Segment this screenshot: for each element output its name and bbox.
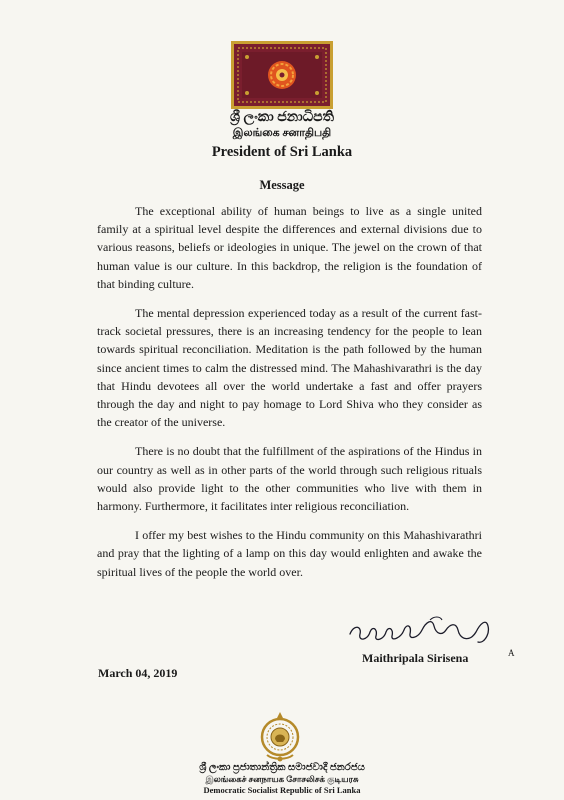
signatory-name: Maithripala Sirisena xyxy=(362,651,469,665)
message-paragraph: There is no doubt that the fulfillment of the aspirations of the Hindus in our country as well as in other parts of the world through such religious rituals would also provide light to the other communities who live with them in harmony. Furthermore, it facilitates inter religious reconciliation. xyxy=(97,444,482,514)
national-emblem-icon xyxy=(257,710,303,764)
message-paragraph: The exceptional ability of human beings to live as a single united family at a spiritual level despite the differences and external divisions due to various reasons, beliefs or ideologies in unique. The jewel on the crown of that human value is our culture. In this backdrop, the religion is the foundation of that binding culture. xyxy=(97,204,482,291)
footer-tamil: இலங்கைச் சனநாயக சோசலிசக் குடியரசு xyxy=(205,774,359,784)
header-tamil: இலங்கை சனாதிபதி xyxy=(232,127,332,139)
message-title: Message xyxy=(259,178,305,192)
annotation-mark: A xyxy=(508,648,515,658)
footer-sinhala: ශ්‍රී ලංකා ප්‍රජාතාන්ත්‍රික සමාජවාදී ජනරජය xyxy=(199,762,365,773)
signature-icon xyxy=(346,612,496,650)
footer-english: Democratic Socialist Republic of Sri Lanka xyxy=(203,785,361,795)
presidential-flag-icon xyxy=(231,41,333,109)
letter-date: March 04, 2019 xyxy=(98,666,178,680)
message-paragraph: I offer my best wishes to the Hindu community on this Mahashivarathri and pray that the lighting of a lamp on this day would enlighten and awake the spiritual lives of the people the world over. xyxy=(97,528,482,579)
message-paragraph: The mental depression experienced today as a result of the current fast-track societal pressures, there is an increasing tendency for the people to lean towards spiritual reconciliation. Meditation is the path followed by the human since ancient times to calm the distressed mind. The Mahashivarathri is the day that Hindu devotees all over the world undertake a fast and offer prayers through the day and night to pay homage to Lord Shiva who they consider as the creator of the universe. xyxy=(97,306,482,430)
header-english: President of Sri Lanka xyxy=(211,144,353,160)
message-body xyxy=(97,202,482,592)
header-sinhala: ශ්‍රී ලංකා ජනාධිපති xyxy=(230,110,334,125)
